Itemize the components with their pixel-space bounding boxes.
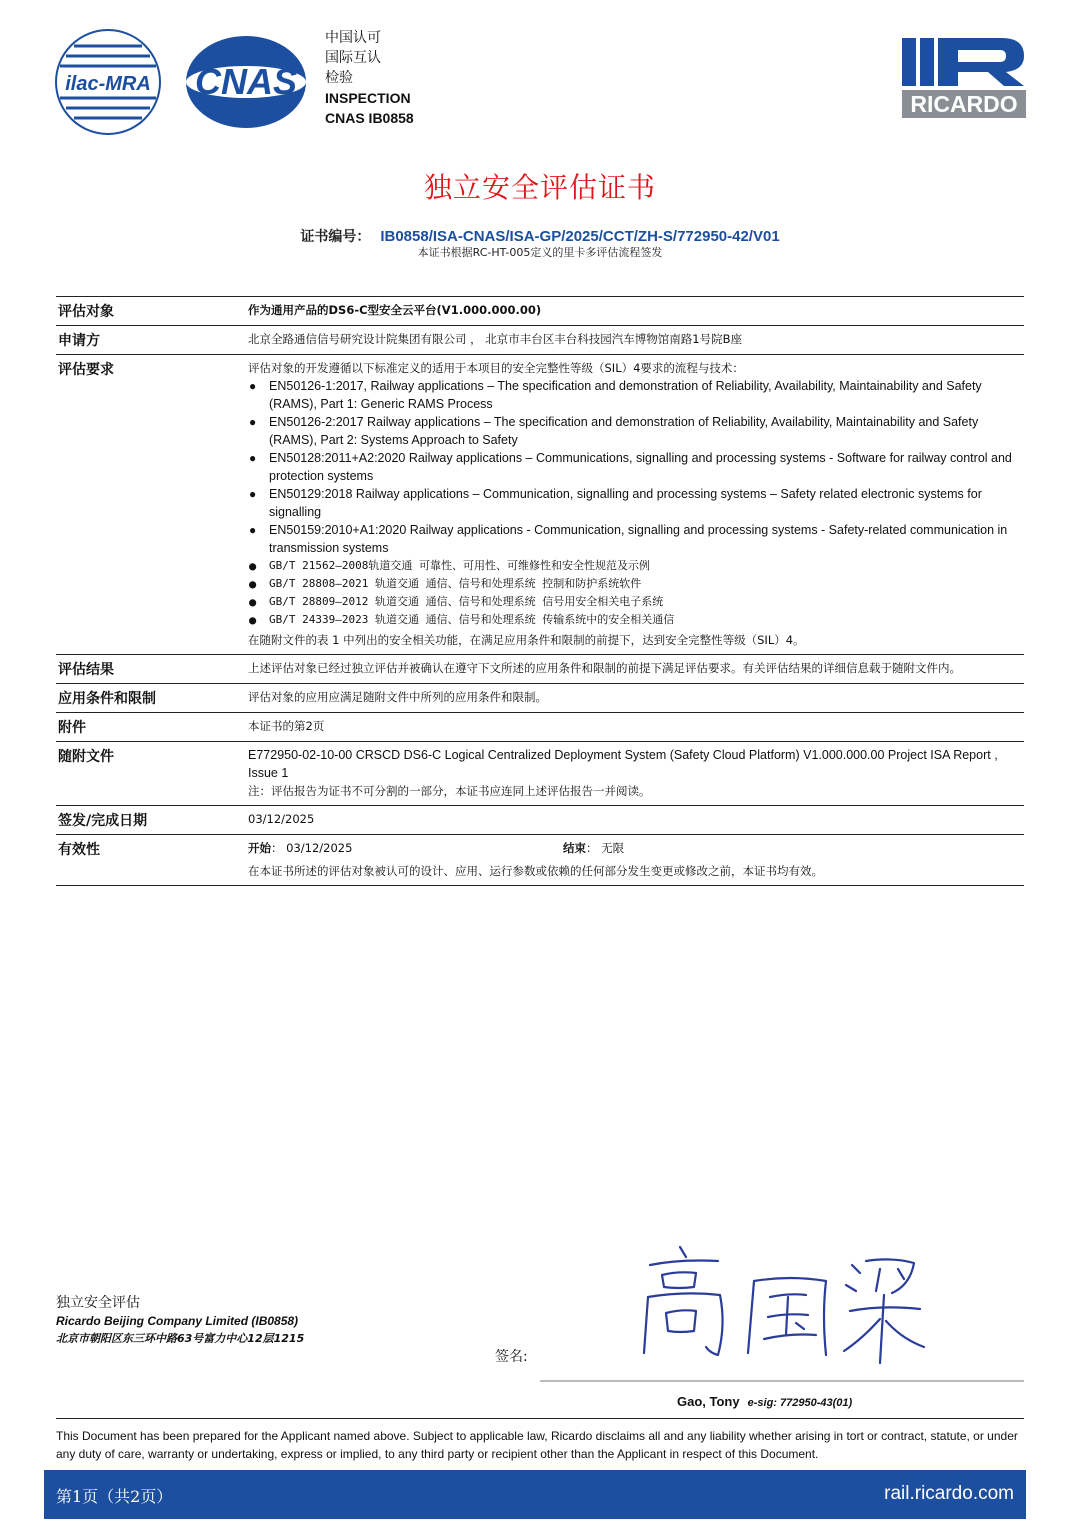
list-item (248, 521, 1024, 557)
row-value: 北京全路通信信号研究设计院集团有限公司 ， 北京市丰台区丰台科技园汽车博物馆南路1号院B座 (248, 332, 743, 346)
validity-note: 在本证书所述的评估对象被认可的设计、应用、运行参数或依赖的任何部分发生变更或修改之前，本证书均有效。 (248, 864, 823, 878)
list-item (248, 413, 1024, 449)
row-value (248, 835, 1024, 885)
requirements-outro: 在随附文件的表 1 中列出的安全相关功能，在满足应用条件和限制的前提下，达到安全完整性等级（SIL）4。 (248, 633, 805, 647)
signer-block (677, 1394, 852, 1409)
standard-text: EN50126-1:2017, Railway applications – The specification and demonstration of Reliability, Availability, Maintainability and Safety (RAMS), Part 1: Generic RAMS Process (269, 379, 982, 411)
row-documents (56, 742, 1024, 806)
list-item (248, 611, 1024, 629)
row-label: 评估对象 (58, 304, 114, 320)
esig-number: e-sig: 772950-43(01) (747, 1397, 853, 1409)
page-indicator: 第1页（共2页） (56, 1487, 173, 1506)
validity-end-value: ： 无限 (586, 841, 625, 855)
row-date (56, 806, 1024, 835)
certificate-table (56, 296, 1024, 886)
list-item (248, 575, 1024, 593)
row-label: 申请方 (58, 333, 100, 349)
row-annex (56, 713, 1024, 742)
certificate-subtitle: 本证书根据RC-HT-005定义的里卡多评估流程签发 (417, 246, 663, 259)
bullet-icon: ● (249, 613, 257, 627)
row-label: 随附文件 (58, 749, 114, 765)
standard-text: GB/T 21562—2008轨道交通 可靠性、可用性、可维修性和安全性规范及示例 (269, 559, 650, 572)
standard-text: EN50126-2:2017 Railway applications – The specification and demonstration of Reliability, Availability, Maintainability and Safety (RAMS), Part 2: Systems Approach to Safety (269, 415, 979, 447)
bullet-icon: ● (249, 379, 257, 393)
bullet-icon: ● (249, 595, 257, 609)
certificate-number: IB0858/ISA-CNAS/ISA-GP/2025/CCT/ZH-S/772950-42/V01 (380, 228, 780, 245)
assessor-title: 独立安全评估 (56, 1295, 140, 1311)
bullet-icon: ● (249, 415, 257, 429)
row-applicant (56, 326, 1024, 355)
certificate-title: 独立安全评估证书 (423, 171, 656, 204)
signer-name: Gao, Tony (677, 1394, 740, 1409)
cnas-line-2: 国际互认 (325, 50, 381, 66)
signature-line (540, 1380, 1024, 1382)
documents-note: 注：评估报告为证书不可分割的一部分，本证书应连同上述评估报告一并阅读。 (248, 784, 651, 798)
validity-end-label: 结束 (563, 841, 586, 855)
documents-reference: E772950-02-10-00 CRSCD DS6-C Logical Centralized Deployment System (Safety Cloud Platform) V1.000.000.00 Project ISA Report , Issue 1 (248, 748, 998, 780)
list-item (248, 377, 1024, 413)
disclaimer-text: This Document has been prepared for the Applicant named above. Subject to applicable law, Ricardo disclaims all and any liability whether arising in tort or contract, statute, or under any duty of care, warranty or undertaking, express or implied, to any third party or recipient other than the Applicant in respect of this Document. (56, 1418, 1024, 1463)
bullet-icon: ● (249, 559, 257, 573)
row-label: 签发/完成日期 (58, 813, 148, 829)
bullet-icon: ● (249, 451, 257, 465)
row-value: 上述评估对象已经过独立评估并被确认在遵守下文所述的应用条件和限制的前提下满足评估要求。有关评估结果的详细信息载于随附文件内。 (248, 661, 961, 675)
cnas-number: CNAS IB0858 (325, 110, 414, 126)
row-label: 应用条件和限制 (58, 691, 156, 707)
svg-text:CNAS: CNAS (194, 61, 298, 102)
row-conditions (56, 684, 1024, 713)
standard-text: EN50159:2010+A1:2020 Railway applications - Communication, signalling and processing systems - Safety-related communication in transmission systems (269, 523, 1008, 555)
validity-start-value: ： 03/12/2025 (271, 841, 353, 855)
list-item (248, 485, 1024, 521)
row-label: 附件 (58, 720, 86, 736)
requirements-intro: 评估对象的开发遵循以下标准定义的适用于本项目的安全完整性等级（SIL）4要求的流程与技术： (248, 361, 744, 375)
svg-text:RICARDO: RICARDO (910, 91, 1018, 117)
row-object (56, 297, 1024, 326)
certificate-number-label: 证书编号： (300, 229, 371, 245)
bullet-icon: ● (249, 523, 257, 537)
signature-label: 签名: (495, 1349, 528, 1365)
website-link[interactable]: rail.ricardo.com (884, 1483, 1014, 1504)
row-label: 评估结果 (58, 662, 114, 678)
row-label: 评估要求 (58, 362, 114, 378)
row-requirements (56, 355, 1024, 655)
row-value (248, 742, 1024, 805)
assessor-address: 北京市朝阳区东三环中路63号富力中心12层1215 (56, 1332, 305, 1345)
standard-text: GB/T 28809—2012 轨道交通 通信、信号和处理系统 信号用安全相关电子系统 (269, 595, 664, 608)
standard-text: EN50128:2011+A2:2020 Railway applications – Communications, signalling and processing systems - Software for railway control and protection systems (269, 451, 1012, 483)
ilac-mra-logo (52, 28, 164, 136)
validity-start-label: 开始 (248, 841, 271, 855)
bullet-icon: ● (249, 577, 257, 591)
handwritten-signature (630, 1235, 930, 1370)
row-validity (56, 835, 1024, 886)
row-result (56, 655, 1024, 684)
standard-text: GB/T 28808—2021 轨道交通 通信、信号和处理系统 控制和防护系统软件 (269, 577, 642, 590)
row-value: 本证书的第2页 (248, 719, 325, 733)
bullet-icon: ● (249, 487, 257, 501)
list-item (248, 557, 1024, 575)
row-value: 评估对象的应用应满足随附文件中所列的应用条件和限制。 (248, 690, 547, 704)
row-label: 有效性 (58, 842, 100, 858)
assessor-company: Ricardo Beijing Company Limited (IB0858) (56, 1314, 299, 1328)
certificate-number-line (0, 226, 1080, 246)
validity-period (248, 839, 1024, 857)
standard-text: GB/T 24339—2023 轨道交通 通信、信号和处理系统 传输系统中的安全相关通信 (269, 613, 675, 626)
row-value (248, 355, 1024, 654)
list-item (248, 593, 1024, 611)
row-value: 03/12/2025 (248, 812, 315, 826)
ricardo-logo (902, 38, 1026, 120)
svg-text:ilac-MRA: ilac-MRA (65, 73, 151, 95)
cnas-line-1: 中国认可 (325, 30, 381, 46)
list-item (248, 449, 1024, 485)
footer-bar (44, 1470, 1026, 1519)
cnas-line-3: 检验 (325, 70, 353, 86)
cnas-logo (182, 32, 310, 132)
assessor-block (56, 1294, 304, 1348)
cnas-inspection-label: INSPECTION (325, 90, 411, 106)
cnas-accreditation-text (325, 28, 414, 128)
standard-text: EN50129:2018 Railway applications – Communication, signalling and processing systems – Safety related electronic systems for signalling (269, 487, 982, 519)
row-value: 作为通用产品的DS6-C型安全云平台(V1.000.000.00) (248, 303, 542, 317)
